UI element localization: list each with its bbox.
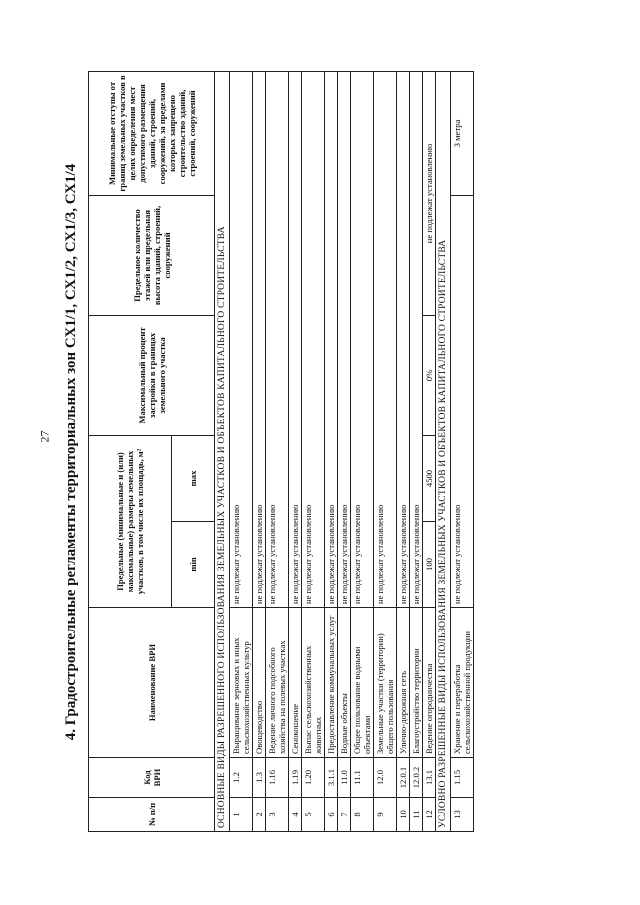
header-num: № п/п <box>89 798 215 832</box>
row-name: Водные объекты <box>338 608 351 758</box>
row-value: не подлежат установлению <box>410 71 423 607</box>
row-code: 1.3 <box>253 758 266 798</box>
row-value: не подлежат установлению <box>351 71 374 607</box>
row-max: 4500 <box>423 435 436 521</box>
table-row <box>374 71 397 831</box>
header-setback: Минимальные отступы от границ земельных участков в целях определения мест допустимого размещения зданий, строений, сооружений, за пределами которых запрещено строительство зданий, строений, сооружений <box>89 71 215 195</box>
table-row <box>338 71 351 831</box>
header-code: Код ВРИ <box>89 758 215 798</box>
row-code: 1.16 <box>266 758 289 798</box>
landscape-page <box>62 72 577 832</box>
row-name: Ведение огородничества <box>423 608 436 758</box>
row-code: 11.1 <box>351 758 374 798</box>
row-num: 10 <box>397 798 410 832</box>
row-code: 12.0 <box>374 758 397 798</box>
table-row <box>325 71 338 831</box>
row-num: 12 <box>423 798 436 832</box>
row-name: Ведение личного подсобного хозяйства на полевых участках <box>266 608 289 758</box>
header-max: max <box>172 435 215 521</box>
row-value: не подлежат установлению <box>338 71 351 607</box>
table-row <box>289 71 302 831</box>
section-conditional-row <box>436 71 451 831</box>
row-name: Земельные участки (территории) общего пользования <box>374 608 397 758</box>
row-num: 5 <box>302 798 325 832</box>
header-min: min <box>172 522 215 608</box>
table-header-row <box>89 71 172 831</box>
table-row <box>423 71 436 831</box>
row-name: Выпас сельскохозяйственных животных <box>302 608 325 758</box>
row-code: 12.0.1 <box>397 758 410 798</box>
row-value: не подлежат установлению <box>451 195 474 607</box>
row-code: 13.1 <box>423 758 436 798</box>
row-code: 1.15 <box>451 758 474 798</box>
header-percent: Максимальный процент застройки в границах земельного участка <box>89 315 215 435</box>
table-row <box>266 71 289 831</box>
row-min: 100 <box>423 522 436 608</box>
table-row <box>410 71 423 831</box>
row-name: Сенокошение <box>289 608 302 758</box>
row-percent: 0% <box>423 315 436 435</box>
row-name: Предоставление коммунальных услуг <box>325 608 338 758</box>
row-num: 6 <box>325 798 338 832</box>
row-code: 3.1.1 <box>325 758 338 798</box>
row-num: 1 <box>230 798 253 832</box>
row-code: 1.20 <box>302 758 325 798</box>
table-row <box>351 71 374 831</box>
row-num: 11 <box>410 798 423 832</box>
row-value: не подлежат установлению <box>253 71 266 607</box>
row-rest: не подлежат установлению <box>423 71 436 315</box>
row-num: 2 <box>253 798 266 832</box>
section-main-title: ОСНОВНЫЕ ВИДЫ РАЗРЕШЕННОГО ИСПОЛЬЗОВАНИЯ ЗЕМЕЛЬНЫХ УЧАСТКОВ И ОБЪЕКТОВ КАПИТАЛЬНОГО СТРОИТЕЛЬСТВА <box>215 71 230 831</box>
row-name: Общее пользование водными объектами <box>351 608 374 758</box>
row-value: не подлежат установлению <box>266 71 289 607</box>
row-num: 4 <box>289 798 302 832</box>
row-value: не подлежат установлению <box>230 71 253 607</box>
page-number: 27 <box>37 430 52 443</box>
table-row <box>253 71 266 831</box>
row-code: 1.2 <box>230 758 253 798</box>
row-code: 11.0 <box>338 758 351 798</box>
row-code: 1.19 <box>289 758 302 798</box>
section-conditional-title: УСЛОВНО РАЗРЕШЕННЫЕ ВИДЫ ИСПОЛЬЗОВАНИЯ ЗЕМЕЛЬНЫХ УЧАСТКОВ И ОБЪЕКТОВ КАПИТАЛЬНОГО СТРОИТЕЛЬСТВА <box>436 71 451 831</box>
row-name: Овощеводство <box>253 608 266 758</box>
row-setback: 3 метра <box>451 71 474 195</box>
header-size: Предельные (минимальные и (или) максимальные) размеры земельных участков, в том числе их площадь, м² <box>89 435 172 607</box>
row-num: 13 <box>451 798 474 832</box>
header-name: Наименование ВРИ <box>89 608 215 758</box>
row-num: 7 <box>338 798 351 832</box>
row-value: не подлежат установлению <box>325 71 338 607</box>
row-code: 12.0.2 <box>410 758 423 798</box>
row-num: 3 <box>266 798 289 832</box>
table-row <box>230 71 253 831</box>
regulations-table <box>88 71 474 832</box>
row-value: не подлежат установлению <box>289 71 302 607</box>
header-floors: Предельное количество этажей или предельная высота зданий, строений, сооружений <box>89 195 215 315</box>
row-name: Улично-дорожная сеть <box>397 608 410 758</box>
row-num: 9 <box>374 798 397 832</box>
section-main-row <box>215 71 230 831</box>
row-value: не подлежат установлению <box>302 71 325 607</box>
row-name: Хранение и переработка сельскохозяйственной продукции <box>451 608 474 758</box>
row-name: Выращивание зерновых и иных сельскохозяйственных культур <box>230 608 253 758</box>
table-row <box>302 71 325 831</box>
table-row <box>397 71 410 831</box>
row-num: 8 <box>351 798 374 832</box>
row-name: Благоустройство территории <box>410 608 423 758</box>
table-row <box>451 71 474 831</box>
document-title: 4. Градостроительные регламенты территориальных зон СХ1/1, СХ1/2, СХ1/3, СХ1/4 <box>63 163 79 741</box>
row-value: не подлежат установлению <box>374 71 397 607</box>
row-value: не подлежат установлению <box>397 71 410 607</box>
